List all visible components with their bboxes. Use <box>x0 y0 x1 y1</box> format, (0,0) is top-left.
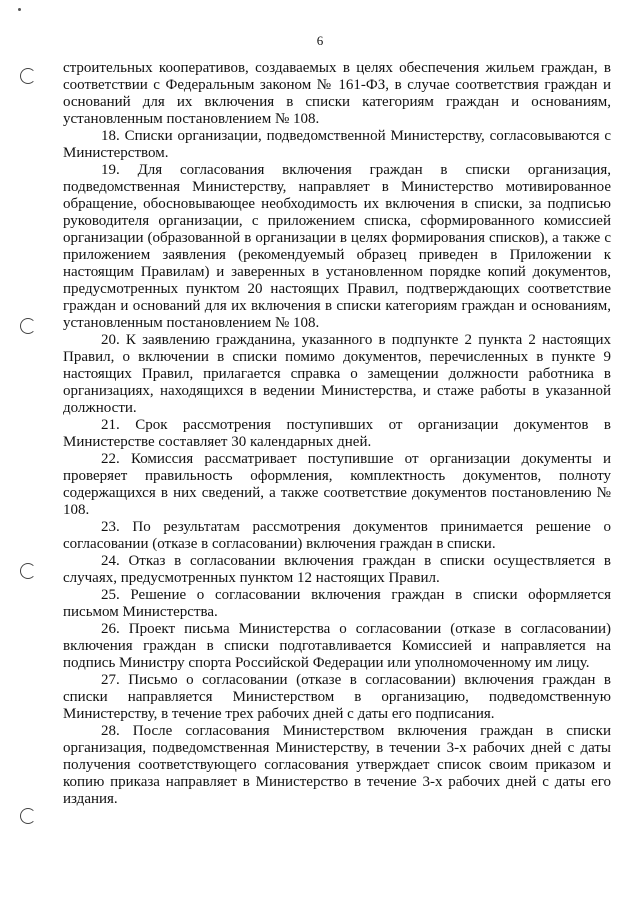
paragraph: 21. Срок рассмотрения поступивших от организации документов в Министерстве составляет 30 календарных дней. <box>63 417 611 450</box>
document-body <box>63 60 611 808</box>
paragraph: 26. Проект письма Министерства о согласовании (отказе в согласовании) включения граждан в списки подготавливается Комиссией и направляется на подпись Министру спорта Российской Федерации или уполномоченному им лицу. <box>63 621 611 671</box>
paragraph: 27. Письмо о согласовании (отказе в согласовании) включения граждан в списки направляется Министерством в организацию, подведомственную Министерству, в течение трех рабочих дней с даты его подписания. <box>63 672 611 722</box>
paragraph: строительных кооперативов, создаваемых в целях обеспечения жильем граждан, в соответствии с Федеральным законом № 161-ФЗ, в случае соответствия граждан и оснований для их включения в списки категориям граждан и основаниям, установленным постановлением № 108. <box>63 60 611 127</box>
paragraph: 23. По результатам рассмотрения документов принимается решение о согласовании (отказе в согласовании) включения граждан в списки. <box>63 519 611 552</box>
page-number: 6 <box>316 33 324 48</box>
punch-hole-mark <box>20 563 36 579</box>
paragraph: 28. После согласования Министерством включения граждан в списки организация, подведомственная Министерству, в течении 3-х рабочих дней с даты получения соответствующего согласования утверждает список своим приказом и копию приказа направляет в Министерство в течение 3-х рабочих дней с даты его издания. <box>63 723 611 807</box>
punch-hole-mark <box>20 808 36 824</box>
paragraph: 25. Решение о согласовании включения граждан в списки оформляется письмом Министерства. <box>63 587 611 620</box>
paragraph: 22. Комиссия рассматривает поступившие от организации документы и проверяет правильность оформления, комплектность документов, полноту содержащихся в них сведений, а также соответствие документов постановлению № 108. <box>63 451 611 518</box>
paragraph: 24. Отказ в согласовании включения граждан в списки осуществляется в случаях, предусмотренных пунктом 12 настоящих Правил. <box>63 553 611 586</box>
paragraph: 19. Для согласования включения граждан в списки организация, подведомственная Министерству, направляет в Министерство мотивированное обращение, обосновывающее необходимость их включения в списки, за подписью руководителя организации, с приложением списка, сформированного комиссией организации (образованной в организации в целях формирования списков), а также с приложением заявления (рекомендуемый образец приведен в Приложении к настоящим Правилам) и заверенных в установленном порядке копий документов, предусмотренных пунктом 20 настоящих Правил, подтверждающих соответствие граждан и оснований для их включения в списки категориям граждан и основаниям, установленным постановлением № 108. <box>63 162 611 331</box>
paragraph: 20. К заявлению гражданина, указанного в подпункте 2 пункта 2 настоящих Правил, о включении в списки помимо документов, перечисленных в пункте 9 настоящих Правил, прилагается справка о замещении должности работника в организациях, находящихся в ведении Министерства, и стаже работы в указанной должности. <box>63 332 611 416</box>
punch-hole-mark <box>20 318 36 334</box>
paragraph: 18. Списки организации, подведомственной Министерству, согласовываются с Министерством. <box>63 128 611 161</box>
punch-hole-mark <box>20 68 36 84</box>
scan-speck <box>18 8 21 11</box>
